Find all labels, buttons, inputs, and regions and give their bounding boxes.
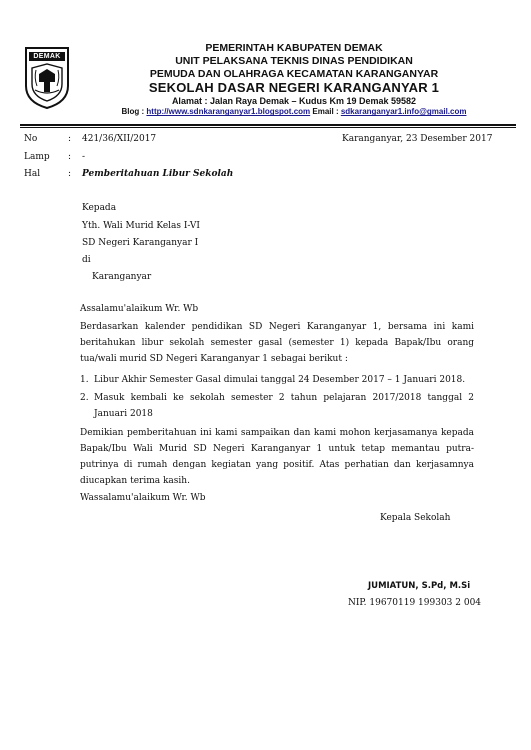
- list-item-text: Masuk kembali ke sekolah semester 2 tahun pelajaran 2017/2018 tanggal 2 Januari 2018: [94, 393, 474, 419]
- school-address: Alamat : Jalan Raya Demak – Kudus Km 19 Demak 59582: [171, 96, 417, 107]
- government-name: PEMERINTAH KABUPATEN DEMAK: [205, 42, 383, 54]
- contact-line: [74, 107, 514, 117]
- logo-text: DEMAK: [33, 53, 61, 60]
- signatory-name: JUMIATUN, S.Pd, M.Si: [368, 581, 471, 591]
- signatory-title: Kepala Sekolah: [380, 513, 451, 523]
- letter-number: 421/36/XII/2017: [82, 134, 157, 144]
- closing-paragraph: Demikian pemberitahuan ini kami sampaikan dan kami mohon kerjasamanya kepada Bapak/Ibu Wali Murid SD Negeri Karanganyar 1 untuk tetap memantau putra-putrinya di rumah dengan kegiatan yang positif. Atas perhatian dan kerjasamnya diucapkan terima kasih.: [80, 428, 474, 486]
- blog-label: Blog :: [121, 107, 147, 117]
- recipient-at: di: [82, 255, 91, 265]
- blog-link[interactable]: http://www.sdnkaranganyar1.blogspot.com: [146, 107, 311, 117]
- attachment-label: Lamp: [24, 152, 50, 162]
- farewell: Wassalamu'alaikum Wr. Wb: [80, 493, 206, 503]
- list-item-number: 1.: [80, 375, 89, 385]
- email-link[interactable]: sdkaranganyar1.info@gmail.com: [340, 107, 467, 117]
- subject-label: Hal: [24, 169, 41, 179]
- letterhead-divider-thick: [20, 124, 516, 126]
- number-colon: :: [68, 134, 72, 144]
- subject-value: Pemberitahuan Libur Sekolah: [82, 169, 234, 179]
- intro-paragraph: Berdasarkan kalender pendidikan SD Negeri Karanganyar 1, bersama ini kami beritahukan libur sekolah semester gasal (semester 1) kepada Bapak/Ibu orang tua/wali murid SD Negeri Karanganyar 1 sebagai berikut :: [80, 322, 474, 364]
- agency-name-continued: PEMUDA DAN OLAHRAGA KECAMATAN KARANGANYAR: [149, 67, 439, 80]
- attachment-colon: :: [68, 152, 72, 162]
- recipient-addressee: Yth. Wali Murid Kelas I-VI: [82, 221, 200, 231]
- attachment-value: -: [82, 152, 86, 162]
- place-and-date: Karanganyar, 23 Desember 2017: [342, 134, 493, 144]
- letterhead-text: [74, 42, 514, 117]
- number-label: No: [24, 134, 38, 144]
- list-item-number: 2.: [80, 393, 89, 403]
- agency-name: UNIT PELAKSANA TEKNIS DINAS PENDIDIKAN: [175, 54, 413, 67]
- email-label: Email :: [310, 107, 341, 117]
- recipient-place: Karanganyar: [92, 272, 152, 282]
- list-item-text: Libur Akhir Semester Gasal dimulai tanggal 24 Desember 2017 – 1 Januari 2018.: [94, 375, 466, 385]
- subject-colon: :: [68, 169, 72, 179]
- school-name: SEKOLAH DASAR NEGERI KARANGANYAR 1: [148, 80, 440, 96]
- list-item: [80, 372, 474, 388]
- letterhead: [0, 42, 531, 122]
- recipient-school: SD Negeri Karanganyar I: [82, 238, 199, 248]
- list-item: [80, 390, 474, 422]
- greeting: Assalamu'alaikum Wr. Wb: [80, 304, 199, 314]
- recipient-to: Kepada: [82, 203, 117, 213]
- letterhead-divider-thin: [20, 127, 516, 128]
- signatory-nip: NIP. 19670119 199303 2 004: [348, 598, 482, 608]
